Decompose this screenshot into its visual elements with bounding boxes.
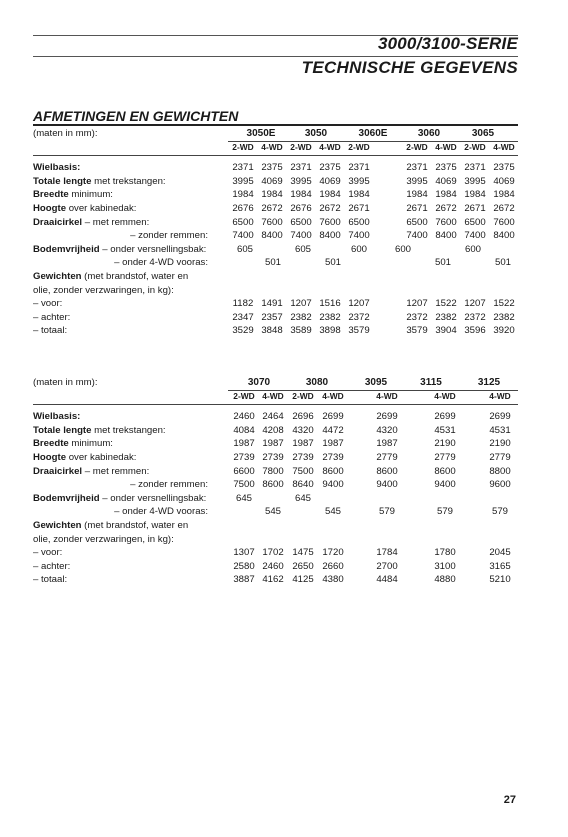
series-title: 3000/3100-SERIE xyxy=(377,34,518,53)
hoogte-label-text: over kabinedak: xyxy=(66,451,137,463)
voor-cell: 1522 xyxy=(493,298,515,310)
met-remmen-cell: 8600 xyxy=(376,465,398,477)
totaal-label xyxy=(33,573,67,587)
bodem-versn-cell: 645 xyxy=(235,492,252,504)
hoogte-row xyxy=(33,202,518,216)
breedte-cell: 2190 xyxy=(434,438,456,450)
drive-row xyxy=(33,390,518,404)
lengte-cell: 4531 xyxy=(434,424,456,436)
drive-header: 4-WD xyxy=(434,390,456,401)
wielbasis-cell: 2699 xyxy=(489,411,511,423)
lengte-cell: 4069 xyxy=(319,175,341,187)
lengte-row xyxy=(33,175,518,189)
breedte-cell: 1984 xyxy=(435,189,457,201)
voor-cell: 2045 xyxy=(489,547,511,559)
met-remmen-cell: 7600 xyxy=(319,216,341,228)
bodem-4wd-cell: 579 xyxy=(436,506,453,518)
bodem-label xyxy=(33,492,206,506)
wielbasis-cell: 2699 xyxy=(322,411,344,423)
gewichten-label-text: (met brandstof, water en xyxy=(81,519,189,531)
wielbasis-cell: 2699 xyxy=(376,411,398,423)
wielbasis-cell: 2371 xyxy=(464,162,486,174)
wielbasis-cell: 2464 xyxy=(262,411,284,423)
header-rule-middle xyxy=(33,56,518,57)
bodem-label-text: – onder versnellingsbak: xyxy=(99,243,207,255)
breedte-cell: 1984 xyxy=(493,189,515,201)
model-header: 3080 xyxy=(305,377,329,388)
model-header: 3115 xyxy=(420,377,442,388)
bodem-4wd-row xyxy=(33,256,518,270)
lengte-cell: 4084 xyxy=(233,424,255,436)
totaal-cell: 3589 xyxy=(290,325,312,337)
breedte-row xyxy=(33,437,518,451)
achter-cell: 2650 xyxy=(292,560,314,572)
achter-cell: 2372 xyxy=(464,311,486,323)
gewichten-label-bold: Gewichten xyxy=(33,270,82,282)
hoogte-label-text: over kabinedak: xyxy=(66,202,137,214)
model-header: 3060E xyxy=(358,128,388,139)
gewichten-row-2 xyxy=(33,533,518,547)
breedte-cell: 1984 xyxy=(406,189,428,201)
achter-cell: 2580 xyxy=(233,560,255,572)
hoogte-cell: 2672 xyxy=(261,202,283,214)
bodem-label-bold: Bodemvrijheid xyxy=(33,243,100,255)
units-row xyxy=(33,127,518,141)
drive-row xyxy=(33,141,518,155)
zonder-remmen-cell: 8640 xyxy=(292,479,314,491)
breedte-label xyxy=(33,188,113,202)
drive-header: 4-WD xyxy=(435,141,457,152)
achter-cell: 2372 xyxy=(348,311,370,323)
bodem-4wd-cell: 545 xyxy=(264,506,281,518)
met-remmen-cell: 8600 xyxy=(434,465,456,477)
breedte-cell: 1984 xyxy=(261,189,283,201)
section-rule xyxy=(33,124,518,126)
lengte-cell: 4320 xyxy=(292,424,314,436)
model-header: 3065 xyxy=(471,128,495,139)
bodem-4wd-cell: 545 xyxy=(324,506,341,518)
zonder-remmen-cell: 9400 xyxy=(434,479,456,491)
achter-cell: 3100 xyxy=(434,560,456,572)
model-header: 3060 xyxy=(417,128,441,139)
totaal-cell: 3887 xyxy=(233,574,255,586)
wielbasis-cell: 2699 xyxy=(434,411,456,423)
wielbasis-row xyxy=(33,410,518,424)
met-remmen-cell: 6500 xyxy=(348,216,370,228)
achter-cell: 2460 xyxy=(262,560,284,572)
achter-cell: 2357 xyxy=(261,311,283,323)
units-label-text: (maten in mm): xyxy=(33,128,98,139)
totaal-label-text: – totaal: xyxy=(33,574,68,586)
zonder-remmen-cell: 7400 xyxy=(464,230,486,242)
achter-cell: 2372 xyxy=(406,311,428,323)
drive-header: 2-WD xyxy=(233,390,255,401)
voor-label xyxy=(33,297,62,311)
bodem-4wd-cell: 579 xyxy=(378,506,395,518)
bodem-row xyxy=(33,243,518,257)
met-remmen-cell: 6500 xyxy=(290,216,312,228)
voor-cell: 1207 xyxy=(464,298,486,310)
voor-cell: 1207 xyxy=(290,298,312,310)
bodem-versn-cell: 645 xyxy=(294,492,311,504)
achter-label-text: – achter: xyxy=(33,311,71,323)
units-row xyxy=(33,376,518,390)
voor-cell: 1522 xyxy=(435,298,457,310)
breedte-label-text: minimum: xyxy=(68,438,113,450)
lengte-cell: 4320 xyxy=(376,424,398,436)
wielbasis-cell: 2696 xyxy=(292,411,314,423)
hoogte-cell: 2672 xyxy=(435,202,457,214)
model-header: 3050 xyxy=(304,128,328,139)
draaicirkel-label-text: – met remmen: xyxy=(82,465,150,477)
lengte-cell: 4069 xyxy=(493,175,515,187)
wielbasis-cell: 2375 xyxy=(493,162,515,174)
zonder-remmen-cell: 9600 xyxy=(489,479,511,491)
zonder-remmen-cell: 8400 xyxy=(435,230,457,242)
gewichten-label-2 xyxy=(33,284,174,298)
lengte-row xyxy=(33,424,518,438)
gewichten-row xyxy=(33,519,518,533)
voor-cell: 1784 xyxy=(376,547,398,559)
page-number: 27 xyxy=(503,794,516,806)
totaal-cell: 5210 xyxy=(489,574,511,586)
voor-cell: 1307 xyxy=(233,547,255,559)
units-label-text: (maten in mm): xyxy=(33,377,98,388)
model-header: 3125 xyxy=(477,377,501,388)
met-remmen-cell: 7600 xyxy=(261,216,283,228)
breedte-label xyxy=(33,437,113,451)
voor-row xyxy=(33,546,518,560)
lengte-label-bold: Totale lengte xyxy=(33,424,92,436)
achter-cell: 2660 xyxy=(322,560,344,572)
voor-cell: 1720 xyxy=(322,547,344,559)
draaicirkel-label-text: – met remmen: xyxy=(82,216,150,228)
totaal-cell: 3579 xyxy=(406,325,428,337)
bodem-versn-cell: 600 xyxy=(350,243,367,255)
achter-label xyxy=(33,311,70,325)
zonder-remmen-cell: 7400 xyxy=(406,230,428,242)
bodem-versn-cell: 600 xyxy=(464,243,481,255)
met-remmen-cell: 8800 xyxy=(489,465,511,477)
wielbasis-label-bold: Wielbasis: xyxy=(33,411,81,423)
bodem-versn-cell: 605 xyxy=(236,243,253,255)
bodem-4wd-cell: 501 xyxy=(324,257,341,269)
zonder-remmen-cell: 7400 xyxy=(348,230,370,242)
bodem-4wd-cell: 579 xyxy=(491,506,508,518)
bodem-4wd-row xyxy=(33,505,518,519)
wielbasis-cell: 2371 xyxy=(290,162,312,174)
met-remmen-cell: 7600 xyxy=(435,216,457,228)
wielbasis-cell: 2460 xyxy=(233,411,255,423)
met-remmen-cell: 6500 xyxy=(406,216,428,228)
wielbasis-cell: 2371 xyxy=(406,162,428,174)
wielbasis-label xyxy=(33,161,80,175)
achter-cell: 2700 xyxy=(376,560,398,572)
wielbasis-label xyxy=(33,410,80,424)
totaal-cell: 4880 xyxy=(434,574,456,586)
bodem-label-bold: Bodemvrijheid xyxy=(33,492,100,504)
voor-cell: 1702 xyxy=(262,547,284,559)
met-remmen-cell: 7600 xyxy=(493,216,515,228)
zonder-remmen-label: – zonder remmen: xyxy=(130,479,208,491)
met-remmen-cell: 6500 xyxy=(464,216,486,228)
breedte-cell: 1984 xyxy=(232,189,254,201)
gewichten-label-text: (met brandstof, water en xyxy=(81,270,189,282)
onder-4wd-label: – onder 4-WD vooras: xyxy=(114,257,208,269)
breedte-cell: 1984 xyxy=(319,189,341,201)
zonder-remmen-cell: 8600 xyxy=(262,479,284,491)
drive-header: 2-WD xyxy=(232,141,254,152)
met-remmen-cell: 7500 xyxy=(292,465,314,477)
drive-header: 4-WD xyxy=(262,390,284,401)
zonder-remmen-cell: 9400 xyxy=(376,479,398,491)
achter-cell: 2382 xyxy=(493,311,515,323)
bodem-versn-cell: 600 xyxy=(394,243,411,255)
drive-header: 4-WD xyxy=(376,390,398,401)
achter-cell: 2382 xyxy=(290,311,312,323)
hoogte-cell: 2671 xyxy=(464,202,486,214)
achter-row xyxy=(33,311,518,325)
breedte-cell: 1987 xyxy=(376,438,398,450)
onder-4wd-label: – onder 4-WD vooras: xyxy=(114,506,208,518)
draaicirkel-row xyxy=(33,216,518,230)
drive-header: 2-WD xyxy=(348,141,370,152)
voor-cell: 1780 xyxy=(434,547,456,559)
met-remmen-cell: 6500 xyxy=(232,216,254,228)
drive-header: 2-WD xyxy=(292,390,314,401)
hoogte-cell: 2739 xyxy=(262,451,284,463)
hoogte-cell: 2739 xyxy=(292,451,314,463)
hoogte-cell: 2739 xyxy=(322,451,344,463)
breedte-row xyxy=(33,188,518,202)
draaicirkel-label xyxy=(33,465,149,479)
achter-cell: 2382 xyxy=(435,311,457,323)
totaal-cell: 3920 xyxy=(493,325,515,337)
achter-row xyxy=(33,560,518,574)
bodem-label xyxy=(33,243,206,257)
hoogte-cell: 2779 xyxy=(434,451,456,463)
met-remmen-cell: 7800 xyxy=(262,465,284,477)
hoogte-label xyxy=(33,202,136,216)
lengte-cell: 3995 xyxy=(290,175,312,187)
wielbasis-cell: 2371 xyxy=(348,162,370,174)
page-heading: TECHNISCHE GEGEVENS xyxy=(301,58,518,77)
totaal-cell: 3596 xyxy=(464,325,486,337)
totaal-label xyxy=(33,324,67,338)
lengte-cell: 4472 xyxy=(322,424,344,436)
lengte-cell: 4208 xyxy=(262,424,284,436)
voor-cell: 1207 xyxy=(348,298,370,310)
totaal-cell: 3529 xyxy=(232,325,254,337)
zonder-remmen-cell: 7500 xyxy=(233,479,255,491)
voor-label xyxy=(33,546,62,560)
units-label xyxy=(33,127,98,141)
drive-header: 4-WD xyxy=(489,390,511,401)
breedte-label-bold: Breedte xyxy=(33,189,69,201)
totaal-row xyxy=(33,324,518,338)
drive-header: 4-WD xyxy=(322,390,344,401)
totaal-cell: 3848 xyxy=(261,325,283,337)
zonder-remmen-label: – zonder remmen: xyxy=(130,230,208,242)
dimensions-table-2 xyxy=(33,376,518,587)
drive-header: 2-WD xyxy=(406,141,428,152)
zonder-remmen-cell: 8400 xyxy=(493,230,515,242)
totaal-cell: 4162 xyxy=(262,574,284,586)
achter-cell: 2382 xyxy=(319,311,341,323)
totaal-cell: 4484 xyxy=(376,574,398,586)
hoogte-cell: 2739 xyxy=(233,451,255,463)
lengte-cell: 3995 xyxy=(232,175,254,187)
achter-cell: 3165 xyxy=(489,560,511,572)
gewichten-row-2 xyxy=(33,284,518,298)
hoogte-cell: 2672 xyxy=(319,202,341,214)
zonder-remmen-cell: 7400 xyxy=(290,230,312,242)
breedte-cell: 1987 xyxy=(322,438,344,450)
units-label xyxy=(33,376,98,390)
breedte-cell: 1984 xyxy=(464,189,486,201)
zonder-remmen-cell: 9400 xyxy=(322,479,344,491)
bodem-label-text: – onder versnellingsbak: xyxy=(99,492,207,504)
bodem-4wd-cell: 501 xyxy=(264,257,281,269)
wielbasis-label-bold: Wielbasis: xyxy=(33,162,81,174)
section-title: AFMETINGEN EN GEWICHTEN xyxy=(33,108,239,124)
gewichten-row xyxy=(33,270,518,284)
model-header: 3095 xyxy=(364,377,388,388)
spacer xyxy=(33,403,518,410)
hoogte-cell: 2676 xyxy=(290,202,312,214)
hoogte-cell: 2779 xyxy=(489,451,511,463)
lengte-label-text: met trekstangen: xyxy=(91,175,166,187)
gewichten-label xyxy=(33,270,188,284)
drive-header: 4-WD xyxy=(319,141,341,152)
hoogte-label-bold: Hoogte xyxy=(33,202,67,214)
voor-label-text: – voor: xyxy=(33,547,63,559)
wielbasis-cell: 2375 xyxy=(261,162,283,174)
lengte-label-text: met trekstangen: xyxy=(91,424,166,436)
voor-cell: 1475 xyxy=(292,547,314,559)
lengte-cell: 3995 xyxy=(348,175,370,187)
totaal-cell: 3904 xyxy=(435,325,457,337)
hoogte-cell: 2779 xyxy=(376,451,398,463)
breedte-label-bold: Breedte xyxy=(33,438,69,450)
gewichten-label-2-text: olie, zonder verzwaringen, in kg): xyxy=(33,284,174,296)
dimensions-table-1 xyxy=(33,127,518,338)
gewichten-label-2-text: olie, zonder verzwaringen, in kg): xyxy=(33,533,174,545)
totaal-cell: 4125 xyxy=(292,574,314,586)
breedte-cell: 1984 xyxy=(290,189,312,201)
voor-row xyxy=(33,297,518,311)
hoogte-cell: 2671 xyxy=(406,202,428,214)
hoogte-label xyxy=(33,451,136,465)
breedte-cell: 1984 xyxy=(348,189,370,201)
hoogte-cell: 2672 xyxy=(493,202,515,214)
drive-header: 4-WD xyxy=(261,141,283,152)
lengte-label xyxy=(33,424,166,438)
bodem-4wd-cell: 501 xyxy=(494,257,511,269)
lengte-label xyxy=(33,175,166,189)
wielbasis-cell: 2371 xyxy=(232,162,254,174)
totaal-cell: 4380 xyxy=(322,574,344,586)
hoogte-row xyxy=(33,451,518,465)
wielbasis-cell: 2375 xyxy=(435,162,457,174)
achter-cell: 2347 xyxy=(232,311,254,323)
voor-cell: 1182 xyxy=(232,298,254,310)
lengte-label-bold: Totale lengte xyxy=(33,175,92,187)
met-remmen-cell: 6600 xyxy=(233,465,255,477)
draaicirkel-label xyxy=(33,216,149,230)
voor-cell: 1207 xyxy=(406,298,428,310)
breedte-cell: 1987 xyxy=(292,438,314,450)
totaal-cell: 3579 xyxy=(348,325,370,337)
draaicirkel-label-bold: Draaicirkel xyxy=(33,216,83,228)
breedte-cell: 2190 xyxy=(489,438,511,450)
drive-header: 4-WD xyxy=(493,141,515,152)
bodem-versn-cell: 605 xyxy=(294,243,311,255)
model-header: 3050E xyxy=(246,128,276,139)
bodem-4wd-cell: 501 xyxy=(434,257,451,269)
wielbasis-row xyxy=(33,161,518,175)
gewichten-label xyxy=(33,519,188,533)
totaal-label-text: – totaal: xyxy=(33,325,68,337)
lengte-cell: 3995 xyxy=(464,175,486,187)
totaal-cell: 3898 xyxy=(319,325,341,337)
bodem-row xyxy=(33,492,518,506)
zonder-remmen-cell: 8400 xyxy=(319,230,341,242)
met-remmen-cell: 8600 xyxy=(322,465,344,477)
zonder-remmen-row xyxy=(33,229,518,243)
drive-header: 2-WD xyxy=(464,141,486,152)
totaal-row xyxy=(33,573,518,587)
spacer xyxy=(33,154,518,161)
zonder-remmen-cell: 8400 xyxy=(261,230,283,242)
draaicirkel-row xyxy=(33,465,518,479)
model-header: 3070 xyxy=(247,377,271,388)
breedte-cell: 1987 xyxy=(233,438,255,450)
breedte-label-text: minimum: xyxy=(68,189,113,201)
voor-cell: 1516 xyxy=(319,298,341,310)
voor-cell: 1491 xyxy=(261,298,283,310)
lengte-cell: 4069 xyxy=(435,175,457,187)
lengte-cell: 3995 xyxy=(406,175,428,187)
zonder-remmen-cell: 7400 xyxy=(232,230,254,242)
gewichten-label-2 xyxy=(33,533,174,547)
achter-label-text: – achter: xyxy=(33,560,71,572)
voor-label-text: – voor: xyxy=(33,298,63,310)
hoogte-label-bold: Hoogte xyxy=(33,451,67,463)
draaicirkel-label-bold: Draaicirkel xyxy=(33,465,83,477)
wielbasis-cell: 2375 xyxy=(319,162,341,174)
drive-header: 2-WD xyxy=(290,141,312,152)
hoogte-cell: 2676 xyxy=(232,202,254,214)
achter-label xyxy=(33,560,70,574)
gewichten-label-bold: Gewichten xyxy=(33,519,82,531)
zonder-remmen-row xyxy=(33,478,518,492)
lengte-cell: 4069 xyxy=(261,175,283,187)
breedte-cell: 1987 xyxy=(262,438,284,450)
hoogte-cell: 2671 xyxy=(348,202,370,214)
lengte-cell: 4531 xyxy=(489,424,511,436)
